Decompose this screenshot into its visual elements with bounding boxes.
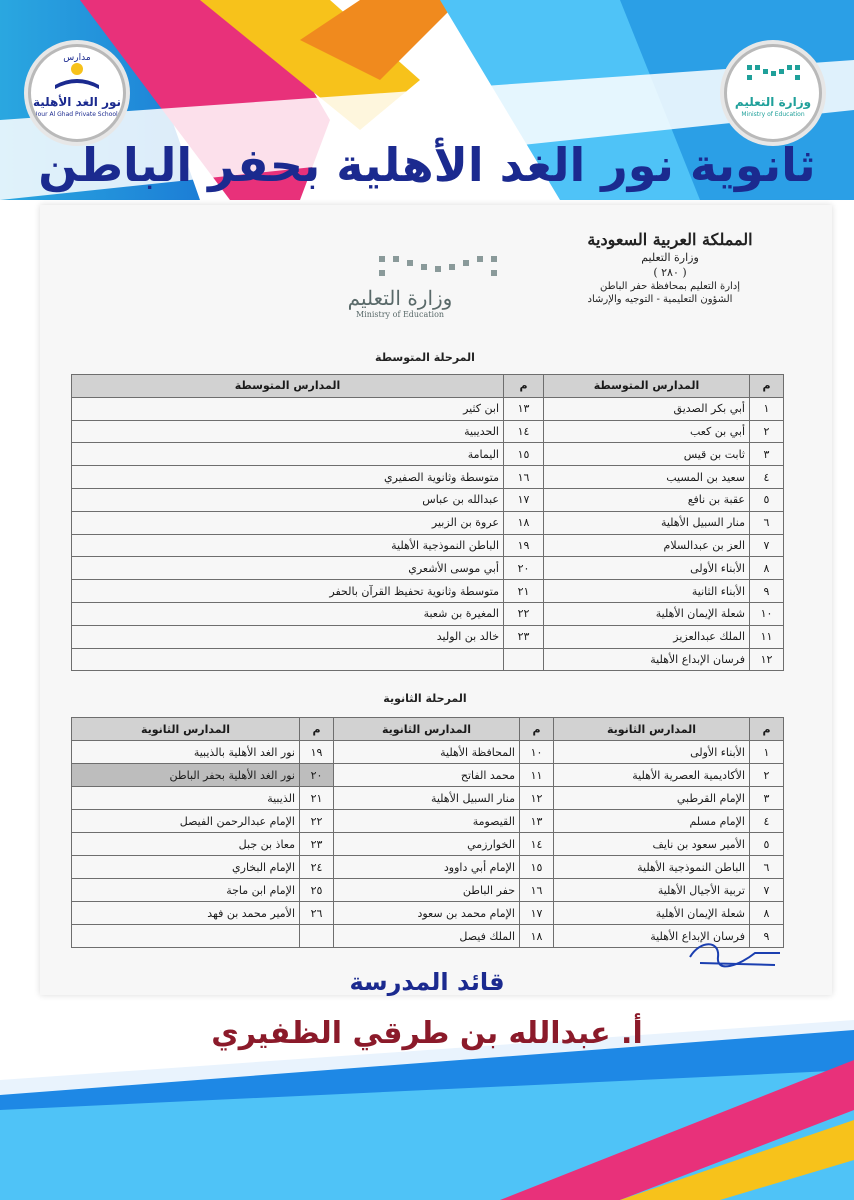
row-number: ١٧ [504, 488, 544, 511]
school-name: الذيبية [72, 787, 300, 810]
school-name: سعيد بن المسيب [544, 466, 750, 489]
school-name: متوسطة وثانوية تحفيظ القرآن بالحفر [72, 580, 504, 603]
row-number: ١٩ [300, 741, 334, 764]
row-number: ١٠ [750, 602, 784, 625]
table-row [72, 741, 784, 764]
row-number: ١٢ [750, 648, 784, 671]
row-number [504, 648, 544, 671]
school-name: عروة بن الزبير [72, 511, 504, 534]
row-number: ٣ [750, 443, 784, 466]
ministry-dots-icon [743, 61, 803, 91]
secondary-stage-title: المرحلة الثانوية [383, 692, 467, 705]
row-number: ١٢ [520, 787, 554, 810]
school-name: منار السبيل الأهلية [544, 511, 750, 534]
row-number: ٧ [750, 534, 784, 557]
table-row [72, 764, 784, 787]
ministry-logo-english: Ministry of Education [355, 310, 445, 319]
table-row [72, 397, 784, 420]
row-number: ٢١ [300, 787, 334, 810]
school-name: الأبناء الأولى [554, 741, 750, 764]
table-row [72, 833, 784, 856]
right-logo-english: Ministry of Education [741, 111, 805, 118]
row-number: ٢١ [504, 580, 544, 603]
school-name: الإمام محمد بن سعود [334, 902, 520, 925]
school-name: ابن كثير [72, 397, 504, 420]
school-name: اليمامة [72, 443, 504, 466]
school-name: الإمام البخاري [72, 856, 300, 879]
table-row [72, 602, 784, 625]
row-number: ٣ [750, 787, 784, 810]
school-name: الأمير محمد بن فهد [72, 902, 300, 925]
school-name: محمد الفاتح [334, 764, 520, 787]
table-header-row [72, 718, 784, 741]
row-number: ٢٣ [300, 833, 334, 856]
row-number: ٥ [750, 833, 784, 856]
row-number: ١ [750, 741, 784, 764]
row-number: ١٨ [520, 925, 554, 948]
row-number: ١ [750, 397, 784, 420]
middle-schools-table [71, 374, 784, 671]
row-number: ١٠ [520, 741, 554, 764]
school-name: الإمام القرطبي [554, 787, 750, 810]
col-name: المدارس الثانوية [72, 718, 300, 741]
row-number: ٢٦ [300, 902, 334, 925]
row-number: ١٤ [504, 420, 544, 443]
left-logo-arabic: نور الغد الأهلية [32, 95, 122, 109]
table-row [72, 810, 784, 833]
table-row [72, 925, 784, 948]
col-num: م [300, 718, 334, 741]
table-row [72, 879, 784, 902]
school-name [72, 925, 300, 948]
table-row [72, 625, 784, 648]
row-number: ٢٥ [300, 879, 334, 902]
right-logo-arabic: وزارة التعليم [734, 95, 812, 109]
row-number: ١٩ [504, 534, 544, 557]
school-name: الأمير سعود بن نايف [554, 833, 750, 856]
table-header-row [72, 375, 784, 398]
school-name: شعلة الإيمان الأهلية [544, 602, 750, 625]
school-name: الإمام مسلم [554, 810, 750, 833]
school-name: تربية الأجيال الأهلية [554, 879, 750, 902]
table-row [72, 557, 784, 580]
table-row [72, 648, 784, 671]
school-name: العز بن عبدالسلام [544, 534, 750, 557]
col-name: المدارس المتوسطة [544, 375, 750, 398]
row-number: ٢٢ [504, 602, 544, 625]
row-number: ٢٤ [300, 856, 334, 879]
school-name: عقبة بن نافع [544, 488, 750, 511]
school-name: الباطن النموذجية الأهلية [72, 534, 504, 557]
left-logo-english: Nour Al Ghad Private Schools [33, 111, 121, 118]
school-name: نور الغد الأهلية بالذيبية [72, 741, 300, 764]
row-number: ١٣ [520, 810, 554, 833]
row-number: ٩ [750, 580, 784, 603]
school-name: الحديبية [72, 420, 504, 443]
row-number: ٦ [750, 856, 784, 879]
row-number: ١٦ [504, 466, 544, 489]
table-row [72, 511, 784, 534]
school-name: الملك فيصل [334, 925, 520, 948]
school-name: فرسان الإبداع الأهلية [554, 925, 750, 948]
table-row [72, 787, 784, 810]
row-number: ١٤ [520, 833, 554, 856]
table-row [72, 420, 784, 443]
col-num: م [750, 718, 784, 741]
row-number: ٩ [750, 925, 784, 948]
school-name: الأبناء الثانية [544, 580, 750, 603]
row-number: ٨ [750, 557, 784, 580]
col-name: المدارس الثانوية [554, 718, 750, 741]
row-number: ٢٠ [504, 557, 544, 580]
ministry-dots-icon [375, 252, 505, 282]
row-number: ١١ [520, 764, 554, 787]
document-number: ( ٢٨٠ ) [653, 266, 687, 279]
table-row [72, 443, 784, 466]
school-name: فرسان الإبداع الأهلية [544, 648, 750, 671]
school-name: الإمام عبدالرحمن الفيصل [72, 810, 300, 833]
left-logo-top-word: مدارس [63, 53, 91, 63]
row-number: ١١ [750, 625, 784, 648]
row-number: ١٧ [520, 902, 554, 925]
row-number: ٢٣ [504, 625, 544, 648]
ministry-of-education-logo [724, 44, 822, 142]
affairs-line: الشؤون التعليمية - التوجيه والإرشاد [587, 294, 733, 305]
row-number: ٢ [750, 420, 784, 443]
row-number: ١٣ [504, 397, 544, 420]
ministry-line: وزارة التعليم [641, 251, 699, 264]
leader-title: قائد المدرسة [349, 968, 505, 996]
row-number: ٢٢ [300, 810, 334, 833]
school-name: الخوارزمي [334, 833, 520, 856]
kingdom-heading: المملكة العربية السعودية [587, 230, 753, 249]
secondary-schools-table [71, 717, 784, 948]
school-name: أبي موسى الأشعري [72, 557, 504, 580]
school-name: الأبناء الأولى [544, 557, 750, 580]
row-number: ٢ [750, 764, 784, 787]
row-number: ٤ [750, 466, 784, 489]
middle-stage-title: المرحلة المتوسطة [375, 351, 475, 364]
school-name: الإمام أبي داوود [334, 856, 520, 879]
school-name: ثابت بن قيس [544, 443, 750, 466]
school-name: معاذ بن جبل [72, 833, 300, 856]
row-number: ١٥ [520, 856, 554, 879]
row-number: ٨ [750, 902, 784, 925]
col-num: م [504, 375, 544, 398]
ministry-logo-arabic: وزارة التعليم [347, 286, 453, 310]
school-name: الأكاديمية العصرية الأهلية [554, 764, 750, 787]
col-num: م [520, 718, 554, 741]
school-name: الإمام ابن ماجة [72, 879, 300, 902]
row-number: ١٥ [504, 443, 544, 466]
school-name: القيصومة [334, 810, 520, 833]
school-name: الملك عبدالعزيز [544, 625, 750, 648]
nour-al-ghad-logo [28, 44, 126, 142]
table-row [72, 856, 784, 879]
school-name: الباطن النموذجية الأهلية [554, 856, 750, 879]
school-name: شعلة الإيمان الأهلية [554, 902, 750, 925]
table-row [72, 488, 784, 511]
school-name [72, 648, 504, 671]
school-name: نور الغد الأهلية بحفر الباطن [72, 764, 300, 787]
school-name: حفر الباطن [334, 879, 520, 902]
page-title: ثانوية نور الغد الأهلية بحفر الباطن [38, 138, 816, 192]
table-row [72, 902, 784, 925]
administration-line: إدارة التعليم بمحافظة حفر الباطن [599, 281, 741, 292]
school-name: منار السبيل الأهلية [334, 787, 520, 810]
school-name: أبي بن كعب [544, 420, 750, 443]
leader-name: أ. عبدالله بن طرقي الظفيري [211, 1016, 643, 1051]
school-name: المغيرة بن شعبة [72, 602, 504, 625]
school-name: متوسطة وثانوية الصفيري [72, 466, 504, 489]
school-name: المحافظة الأهلية [334, 741, 520, 764]
row-number: ٢٠ [300, 764, 334, 787]
row-number: ٦ [750, 511, 784, 534]
school-name: عبدالله بن عباس [72, 488, 504, 511]
row-number: ١٦ [520, 879, 554, 902]
row-number: ٧ [750, 879, 784, 902]
school-name: أبي بكر الصديق [544, 397, 750, 420]
col-name: المدارس الثانوية [334, 718, 520, 741]
row-number [300, 925, 334, 948]
school-name: خالد بن الوليد [72, 625, 504, 648]
table-row [72, 466, 784, 489]
col-name: المدارس المتوسطة [72, 375, 504, 398]
table-row [72, 534, 784, 557]
row-number: ٤ [750, 810, 784, 833]
row-number: ٥ [750, 488, 784, 511]
col-num: م [750, 375, 784, 398]
table-row [72, 580, 784, 603]
row-number: ١٨ [504, 511, 544, 534]
